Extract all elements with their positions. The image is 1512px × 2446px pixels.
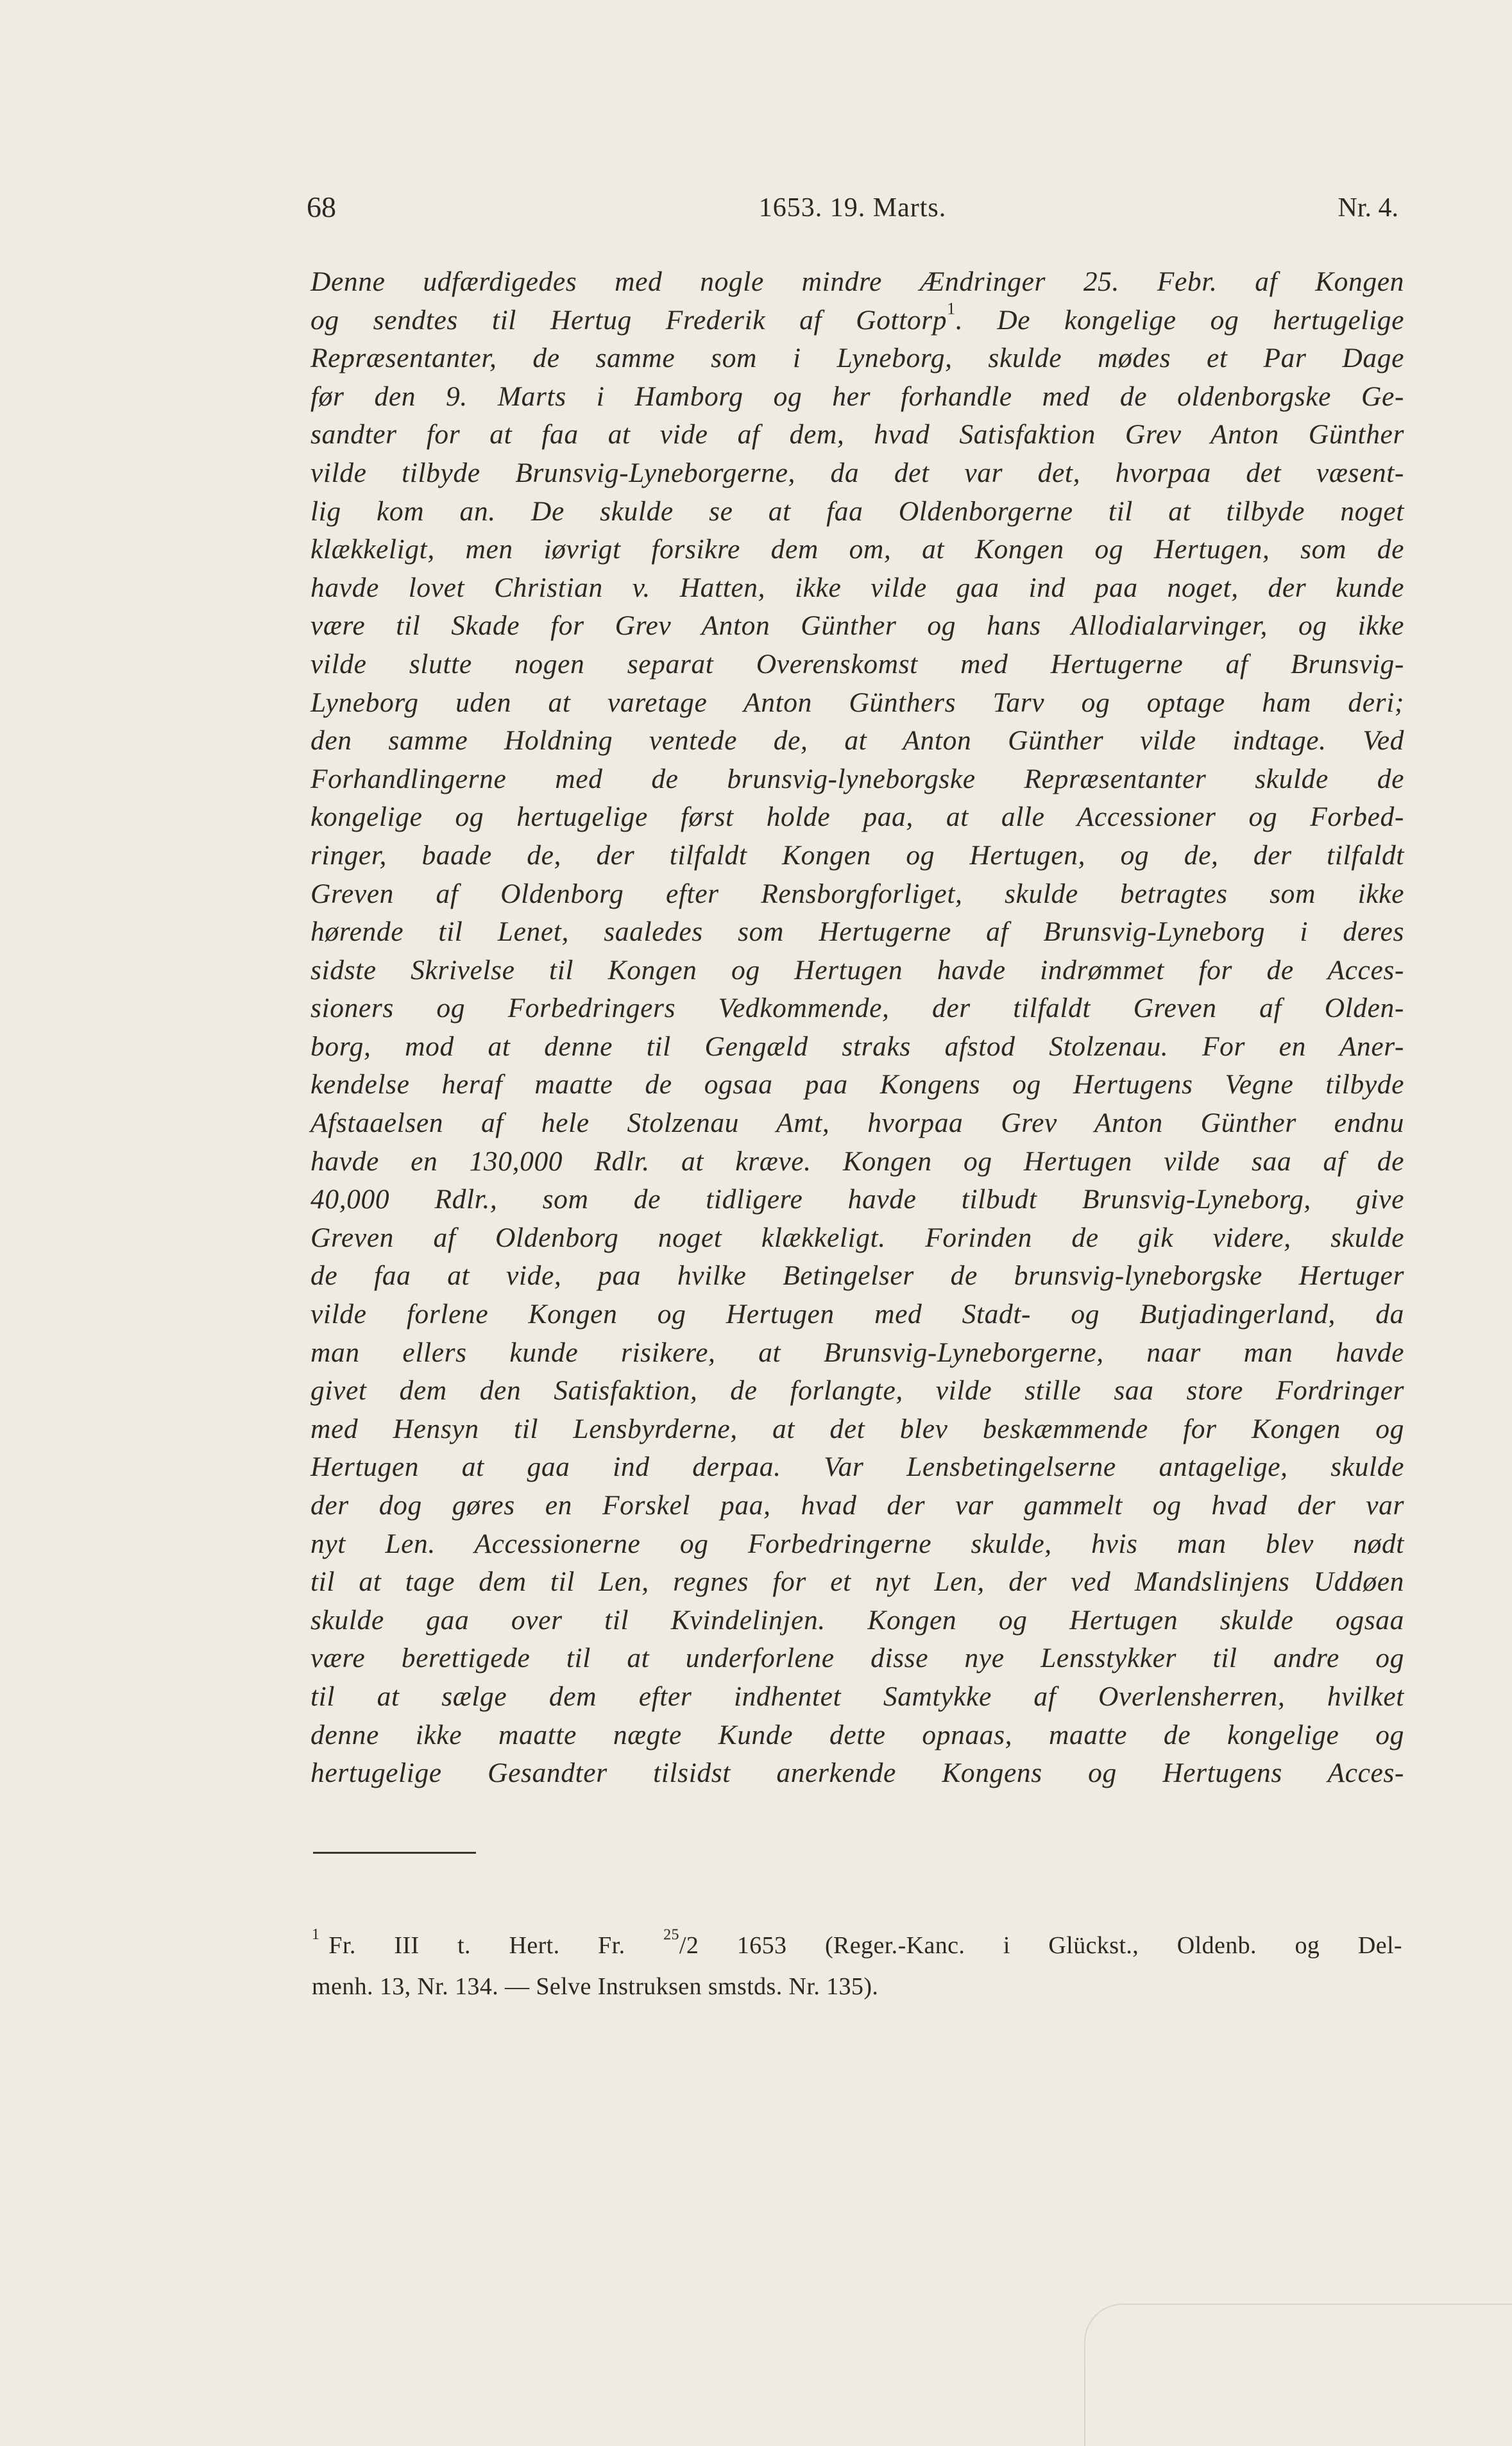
page-number: 68 xyxy=(307,191,336,223)
text-line: havde lovet Christian v. Hatten, ikke vilde gaa ind paa noget, der kunde xyxy=(310,572,1404,603)
text-segment: og sendtes til Hertug Frederik af Gottorp xyxy=(310,304,947,336)
text-line: vilde tilbyde Brunsvig-Lyneborgerne, da det var det, hvorpaa det væsent- xyxy=(310,457,1404,488)
text-line: klækkeligt, men iøvrigt forsikre dem om, at Kongen og Hertugen, som de xyxy=(310,534,1404,565)
text-line: Greven af Oldenborg noget klækkeligt. Forinden de gik videre, skulde xyxy=(310,1222,1404,1253)
footnote-line: menh. 13, Nr. 134. — Selve Instruksen smstds. Nr. 135). xyxy=(312,1973,879,2000)
text-line: være berettigede til at underforlene disse nye Lensstykker til andre og xyxy=(310,1643,1404,1674)
text-line: Denne udfærdigedes med nogle mindre Ændringer 25. Febr. af Kongen xyxy=(310,266,1404,297)
text-line: til at tage dem til Len, regnes for et nyt Len, der ved Mandslinjens Uddøen xyxy=(310,1566,1404,1598)
footnote-reference: 1 xyxy=(947,299,956,318)
text-line: nyt Len. Accessionerne og Forbedringerne skulde, hvis man blev nødt xyxy=(310,1528,1404,1559)
paper-crease xyxy=(1084,2304,1512,2446)
text-line: Hertugen at gaa ind derpaa. Var Lensbetingelserne antagelige, skulde xyxy=(310,1451,1404,1483)
text-line: Forhandlingerne med de brunsvig-lyneborgske Repræsentanter skulde de xyxy=(310,763,1404,794)
text-line: skulde gaa over til Kvindelinjen. Kongen og Hertugen skulde ogsaa xyxy=(310,1604,1404,1636)
footnote-marker: 1 xyxy=(312,1926,320,1944)
footnote-text: Fr. III t. Hert. Fr. xyxy=(328,1932,625,1959)
text-line: Greven af Oldenborg efter Rensborgforliget, skulde betragtes som ikke xyxy=(310,878,1404,909)
text-line: borg, mod at denne til Gengæld straks afstod Stolzenau. For en Aner- xyxy=(310,1031,1404,1062)
text-line: ringer, baade de, der tilfaldt Kongen og Hertugen, og de, der tilfaldt xyxy=(310,839,1404,871)
text-line: kongelige og hertugelige først holde paa, at alle Accessioner og Forbed- xyxy=(310,801,1404,833)
text-line: havde en 130,000 Rdlr. at kræve. Kongen og Hertugen vilde saa af de xyxy=(310,1145,1404,1177)
text-line: de faa at vide, paa hvilke Betingelser de brunsvig-lyneborgske Hertuger xyxy=(310,1260,1404,1292)
text-line: man ellers kunde risikere, at Brunsvig-Lyneborgerne, naar man havde xyxy=(310,1337,1404,1368)
document-number: Nr. 4. xyxy=(1338,193,1398,223)
text-line: Repræsentanter, de samme som i Lyneborg, skulde mødes et Par Dage xyxy=(310,343,1404,374)
text-line: der dog gøres en Forskel paa, hvad der var gammelt og hvad der var xyxy=(310,1490,1404,1521)
text-line: denne ikke maatte nægte Kunde dette opnaas, maatte de kongelige og xyxy=(310,1719,1404,1750)
text-line: med Hensyn til Lensbyrderne, at det blev beskæmmende for Kongen og xyxy=(310,1413,1404,1444)
text-line: Afstaaelsen af hele Stolzenau Amt, hvorpaa Grev Anton Günther endnu xyxy=(310,1108,1404,1139)
text-line: før den 9. Marts i Hamborg og her forhandle med de oldenborgske Ge- xyxy=(310,381,1404,412)
footnote xyxy=(312,1925,1402,2007)
text-line: 40,000 Rdlr., som de tidligere havde tilbudt Brunsvig-Lyneborg, give xyxy=(310,1184,1404,1215)
header-date: 1653. 19. Marts. xyxy=(758,193,947,223)
footnote-date-superscript: 25 xyxy=(663,1926,679,1944)
text-line: Lyneborg uden at varetage Anton Günthers Tarv og optage ham deri; xyxy=(310,687,1404,718)
text-line: den samme Holdning ventede de, at Anton Günther vilde indtage. Ved xyxy=(310,725,1404,757)
text-line: til at sælge dem efter indhentet Samtykke af Overlensherren, hvilket xyxy=(310,1681,1404,1712)
text-line: vilde forlene Kongen og Hertugen med Stadt- og Butjadingerland, da xyxy=(310,1299,1404,1330)
text-line: vilde slutte nogen separat Overenskomst med Hertugerne af Brunsvig- xyxy=(310,648,1404,680)
footnote-line xyxy=(312,1925,1402,1966)
body-text xyxy=(310,263,1404,1793)
text-line: kendelse heraf maatte de ogsaa paa Kongens og Hertugens Vegne tilbyde xyxy=(310,1069,1404,1100)
text-line: sidste Skrivelse til Kongen og Hertugen havde indrømmet for de Acces- xyxy=(310,954,1404,986)
text-line: sioners og Forbedringers Vedkommende, der tilfaldt Greven af Olden- xyxy=(310,993,1404,1024)
text-line: sandter for at faa at vide af dem, hvad Satisfaktion Grev Anton Günther xyxy=(310,419,1404,450)
text-segment: . De kongelige og hertugelige xyxy=(955,304,1404,336)
text-line-with-footnote xyxy=(310,299,1404,340)
text-line: lig kom an. De skulde se at faa Oldenborgerne til at tilbyde noget xyxy=(310,495,1404,527)
page-header xyxy=(307,190,1398,228)
text-line: være til Skade for Grev Anton Günther og hans Allodialarvinger, og ikke xyxy=(310,610,1404,642)
text-line: givet dem den Satisfaktion, de forlangte, vilde stille saa store Fordringer xyxy=(310,1375,1404,1407)
footnote-divider xyxy=(313,1852,476,1854)
text-line: hørende til Lenet, saaledes som Hertugerne af Brunsvig-Lyneborg i deres xyxy=(310,916,1404,948)
footnote-text: /2 1653 (Reger.-Kanc. i Glückst., Oldenb. og Del- xyxy=(679,1932,1402,1959)
text-line: hertugelige Gesandter tilsidst anerkende Kongens og Hertugens Acces- xyxy=(310,1758,1404,1789)
